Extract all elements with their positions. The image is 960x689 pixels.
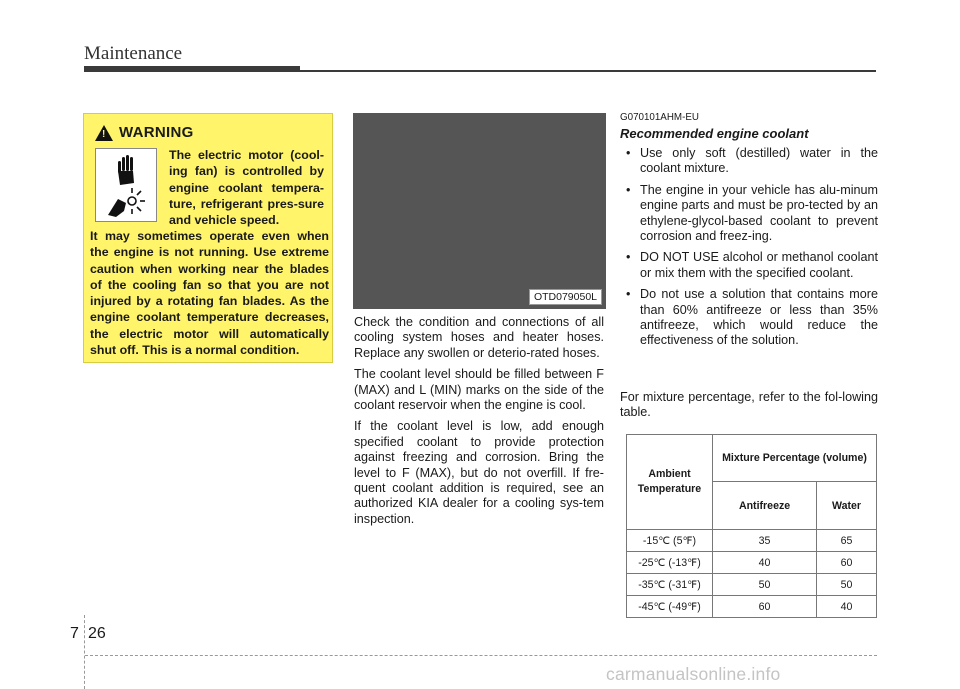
- mixture-intro-text: For mixture percentage, refer to the fol-lowing table.: [620, 390, 878, 420]
- table-row: -15℃ (5℉) 35 65: [627, 530, 877, 552]
- bullet-item: • The engine in your vehicle has alu-minum engine parts and must be pro-tected by an ethylene-glycol-based coolant to prevent corrosion and freez-ing.: [626, 182, 878, 244]
- paragraph: Check the condition and connections of all cooling system hoses and heater hoses. Replace any swollen or deterio-rated hoses.: [354, 315, 604, 360]
- table-header-ambient: Ambient Temperature: [627, 435, 713, 530]
- table-row: -45℃ (-49℉) 60 40: [627, 596, 877, 618]
- coolant-bullet-list: [620, 146, 878, 355]
- warning-box: [83, 113, 333, 363]
- warning-text-intro: The electric motor (cool-ing fan) is controlled by engine coolant tempera-ture, refrigerant pres-sure and vehicle speed.: [169, 148, 324, 228]
- section-code: G070101AHM-EU: [620, 112, 699, 123]
- warning-text-body: It may sometimes operate even when the engine is not running. Use extreme caution when working near the blades of the cooling fan so that you are not injured by a rotating fan blades. As the engine coolant temperature decreases, the electric motor will automatically shut off. This is a normal condition.: [90, 229, 329, 358]
- hose-inspection-text: [354, 315, 604, 533]
- warning-heading: [95, 124, 194, 141]
- table-header-water: Water: [817, 482, 877, 530]
- warning-title: WARNING: [119, 124, 194, 141]
- coolant-mixture-table: [626, 434, 877, 618]
- watermark-link[interactable]: carmanualsonline.info: [606, 664, 781, 684]
- footer-divider-vertical: [84, 615, 86, 689]
- section-title: Recommended engine coolant: [620, 126, 809, 141]
- bullet-item: • DO NOT USE alcohol or methanol coolant or mix them with the specified coolant.: [626, 250, 878, 280]
- bullet-item: • Use only soft (destilled) water in the coolant mixture.: [626, 146, 878, 176]
- paragraph: If the coolant level is low, add enough specified coolant to provide protection against freezing and corrosion. Bring the level to F (MAX), but do not overfill. If fre-quent coolant addition is required, see an authorized KIA dealer for a cooling sys-tem inspection.: [354, 419, 604, 526]
- cooling-fan-photo: [353, 113, 606, 309]
- warning-triangle-icon: !: [95, 125, 113, 141]
- table-row: -35℃ (-31℉) 50 50: [627, 574, 877, 596]
- paragraph: The coolant level should be filled between F (MAX) and L (MIN) marks on the side of the coolant reservoir when the engine is cool.: [354, 367, 604, 413]
- fan-hand-hazard-icon: [95, 148, 157, 222]
- page-section-number: 7: [70, 625, 79, 642]
- header-rule-thin: [300, 70, 876, 72]
- footer-divider-horizontal: [85, 655, 877, 656]
- header-rule-thick: [84, 66, 300, 72]
- table-row: -25℃ (-13℉) 40 60: [627, 552, 877, 574]
- table-header-mixture: Mixture Percentage (volume): [713, 435, 877, 482]
- table-header-antifreeze: Antifreeze: [713, 482, 817, 530]
- page-number: 26: [88, 625, 106, 642]
- bullet-item: • Do not use a solution that contains more than 60% antifreeze or less than 35% antifreeze, which would reduce the effectiveness of the solution.: [626, 287, 878, 348]
- page-header-title: Maintenance: [84, 43, 183, 64]
- photo-code-label: OTD079050L: [529, 289, 602, 305]
